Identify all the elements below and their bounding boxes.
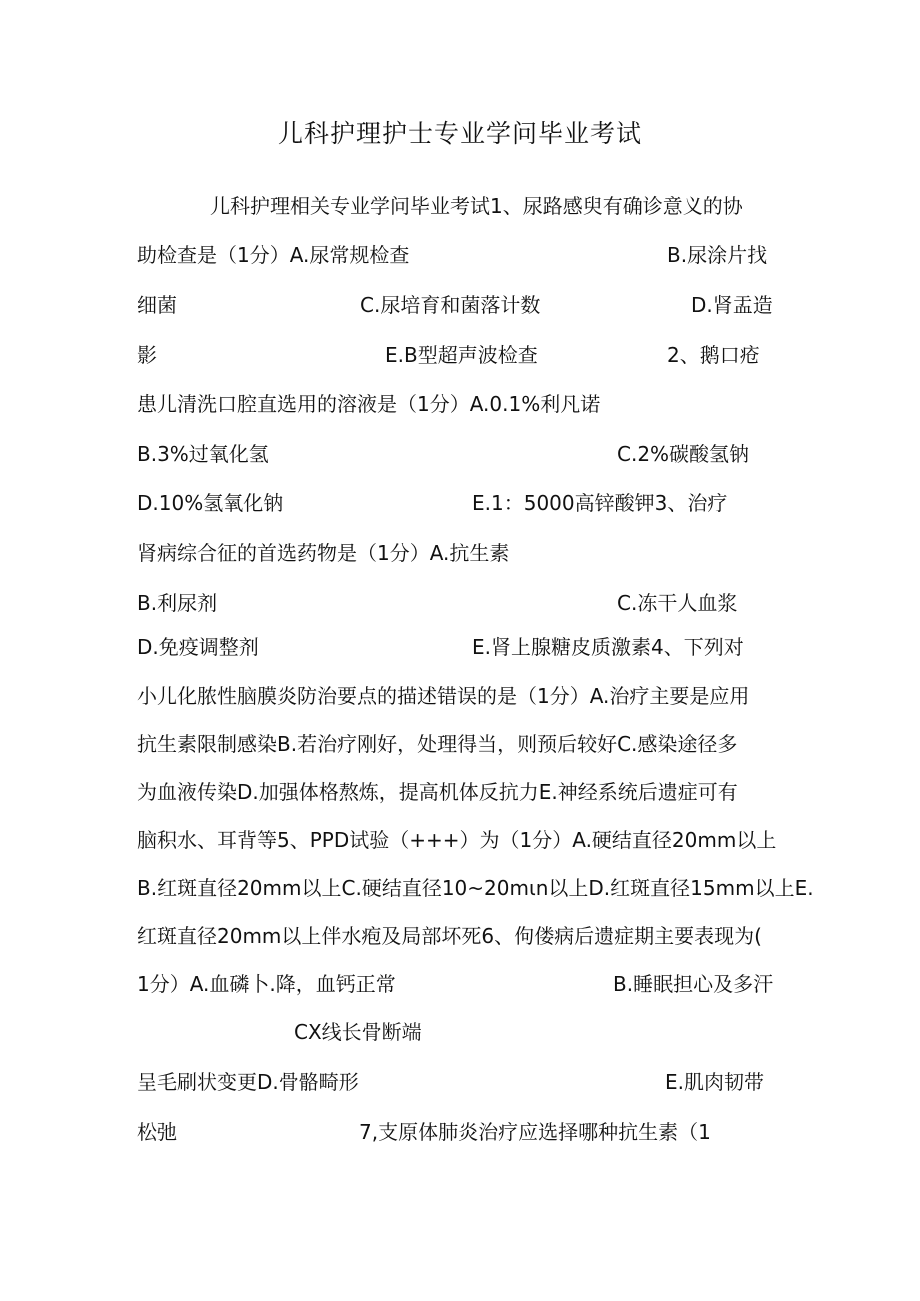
text-line xyxy=(137,240,787,270)
text-line xyxy=(137,290,787,320)
text-segment: C.冻干人血浆 xyxy=(617,591,738,615)
text-segment: D.肾盂造 xyxy=(691,293,773,317)
text-segment: 影 xyxy=(137,343,157,367)
text-line xyxy=(137,588,787,618)
text-segment: 细菌 xyxy=(137,293,177,317)
text-segment: 助检查是（1分）A.尿常规检查 xyxy=(137,243,410,267)
text-line xyxy=(137,825,787,855)
text-segment: B.3%过氧化氢 xyxy=(137,442,269,466)
text-segment: E.肾上腺糖皮质激素4、下列对 xyxy=(472,635,744,659)
text-segment: B.尿涂片找 xyxy=(667,243,768,267)
text-segment: C.2%碳酸氢钠 xyxy=(617,442,750,466)
text-line xyxy=(137,729,787,759)
text-segment: 肾病综合征的首选药物是（1分）A.抗生素 xyxy=(137,541,510,565)
text-line xyxy=(137,777,787,807)
text-segment: 患儿清洗口腔直选用的溶液是（1分）A.0.1%利凡诺 xyxy=(137,392,601,416)
text-line xyxy=(137,632,787,662)
text-line xyxy=(137,191,787,221)
text-segment: CX线长骨断端 xyxy=(294,1020,422,1044)
text-segment: D.免疫调整剂 xyxy=(137,635,259,659)
text-segment: 儿科护理相关专业学问毕业考试1、尿路感臾有确诊意义的协 xyxy=(210,194,743,218)
text-line xyxy=(137,488,787,518)
text-line xyxy=(137,873,814,903)
text-line xyxy=(137,1017,787,1047)
text-segment: B.睡眠担心及多汗 xyxy=(613,972,774,996)
text-line xyxy=(137,969,787,999)
text-segment: 红斑直径20mm以上伴水疱及局部坏死6、佝偻病后遗症期主要表现为( xyxy=(137,924,762,948)
text-segment: E.肌肉韧带 xyxy=(665,1070,764,1094)
text-segment: 松弛 xyxy=(137,1120,177,1144)
text-segment: 抗生素限制感染B.若治疗刚好，处理得当，则预后较好C.感染途径多 xyxy=(137,732,738,756)
text-segment: 脑积水、耳背等5、PPD试验（+++）为（1分）A.硬结直径20mm以上 xyxy=(137,828,777,852)
text-segment: B.红斑直径20mm以上C.硬结直径10~20mιn以上D.红斑直径15mm以上E. xyxy=(137,876,814,900)
text-segment: E.1：5000高锌酸钾3、治疗 xyxy=(472,491,728,515)
text-segment: B.利尿剂 xyxy=(137,591,218,615)
text-segment: 1分）A.血磷卜.降，血钙正常 xyxy=(137,972,396,996)
text-segment: C.尿培育和菌落计数 xyxy=(360,293,541,317)
text-segment: 为血液传染D.加强体格熬炼，提高机体反抗力E.神经系统后遗症可有 xyxy=(137,780,738,804)
text-line xyxy=(137,681,787,711)
text-line xyxy=(137,340,787,370)
text-line xyxy=(137,538,787,568)
text-line xyxy=(137,1117,787,1147)
text-line xyxy=(137,389,787,419)
document-title: 儿科护理护士专业学问毕业考试 xyxy=(277,119,642,148)
text-segment: 7,支原体肺炎治疗应选择哪种抗生素（1 xyxy=(359,1120,711,1144)
text-segment: 呈毛刷状变更D.骨骼畸形 xyxy=(137,1070,359,1094)
text-segment: 2、鹅口疮 xyxy=(667,343,760,367)
text-line xyxy=(137,1067,787,1097)
text-segment: E.B型超声波检查 xyxy=(385,343,538,367)
text-line xyxy=(137,921,787,951)
text-segment: D.10%氢氧化钠 xyxy=(137,491,284,515)
text-line xyxy=(137,439,787,469)
text-segment: 小儿化脓性脑膜炎防治要点的描述错误的是（1分）A.治疗主要是应用 xyxy=(137,684,750,708)
